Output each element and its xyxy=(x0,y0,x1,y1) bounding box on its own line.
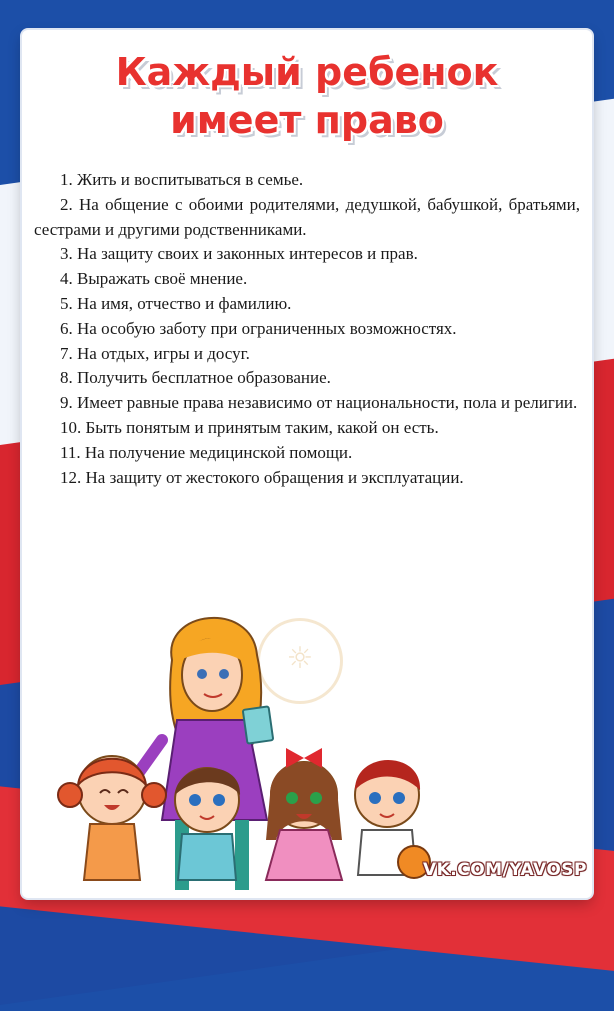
credit-watermark: VK.COM/YAVOSP xyxy=(422,860,588,880)
watermark-logo-icon: ☼ xyxy=(257,618,343,704)
teacher-with-children-illustration xyxy=(42,590,562,890)
child-boy-with-ball xyxy=(355,760,430,878)
rights-item: 6. На особую заботу при ограниченных возможностях. xyxy=(60,318,457,338)
rights-item: 12. На защиту от жестокого обращения и эксплуатации. xyxy=(60,467,464,487)
child-girl-pigtails xyxy=(58,756,166,880)
rights-item: 3. На защиту своих и законных интересов и прав. xyxy=(60,244,418,264)
poster-title-line-1: Каждый ребенок xyxy=(115,50,499,94)
rights-item: 1. Жить и воспитываться в семье. xyxy=(60,170,304,189)
rights-item: 4. Выражать своё мнение. xyxy=(60,269,248,289)
child-boy-blue-shirt xyxy=(175,768,240,880)
rights-item: 10. Быть понятым и принятым таким, какой он есть. xyxy=(60,417,439,437)
rights-item: 7. На отдых, игры и досуг. xyxy=(60,343,250,363)
rights-item: 5. На имя, отчество и фамилию. xyxy=(60,293,292,313)
child-girl-bow xyxy=(266,748,342,880)
rights-item: 11. На получение медицинской помощи. xyxy=(60,442,353,462)
poster-card xyxy=(22,30,592,898)
poster-title-line-2: имеет право xyxy=(170,98,444,142)
rights-item: 9. Имеет равные права независимо от национальности, пола и религии. xyxy=(60,393,578,413)
rights-list xyxy=(34,168,580,490)
rights-item: 2. На общение с обоими родителями, дедушкой, бабушкой, братьями, сестрами и другими родственниками. xyxy=(34,194,580,239)
rights-item: 8. Получить бесплатное образование. xyxy=(60,368,331,388)
